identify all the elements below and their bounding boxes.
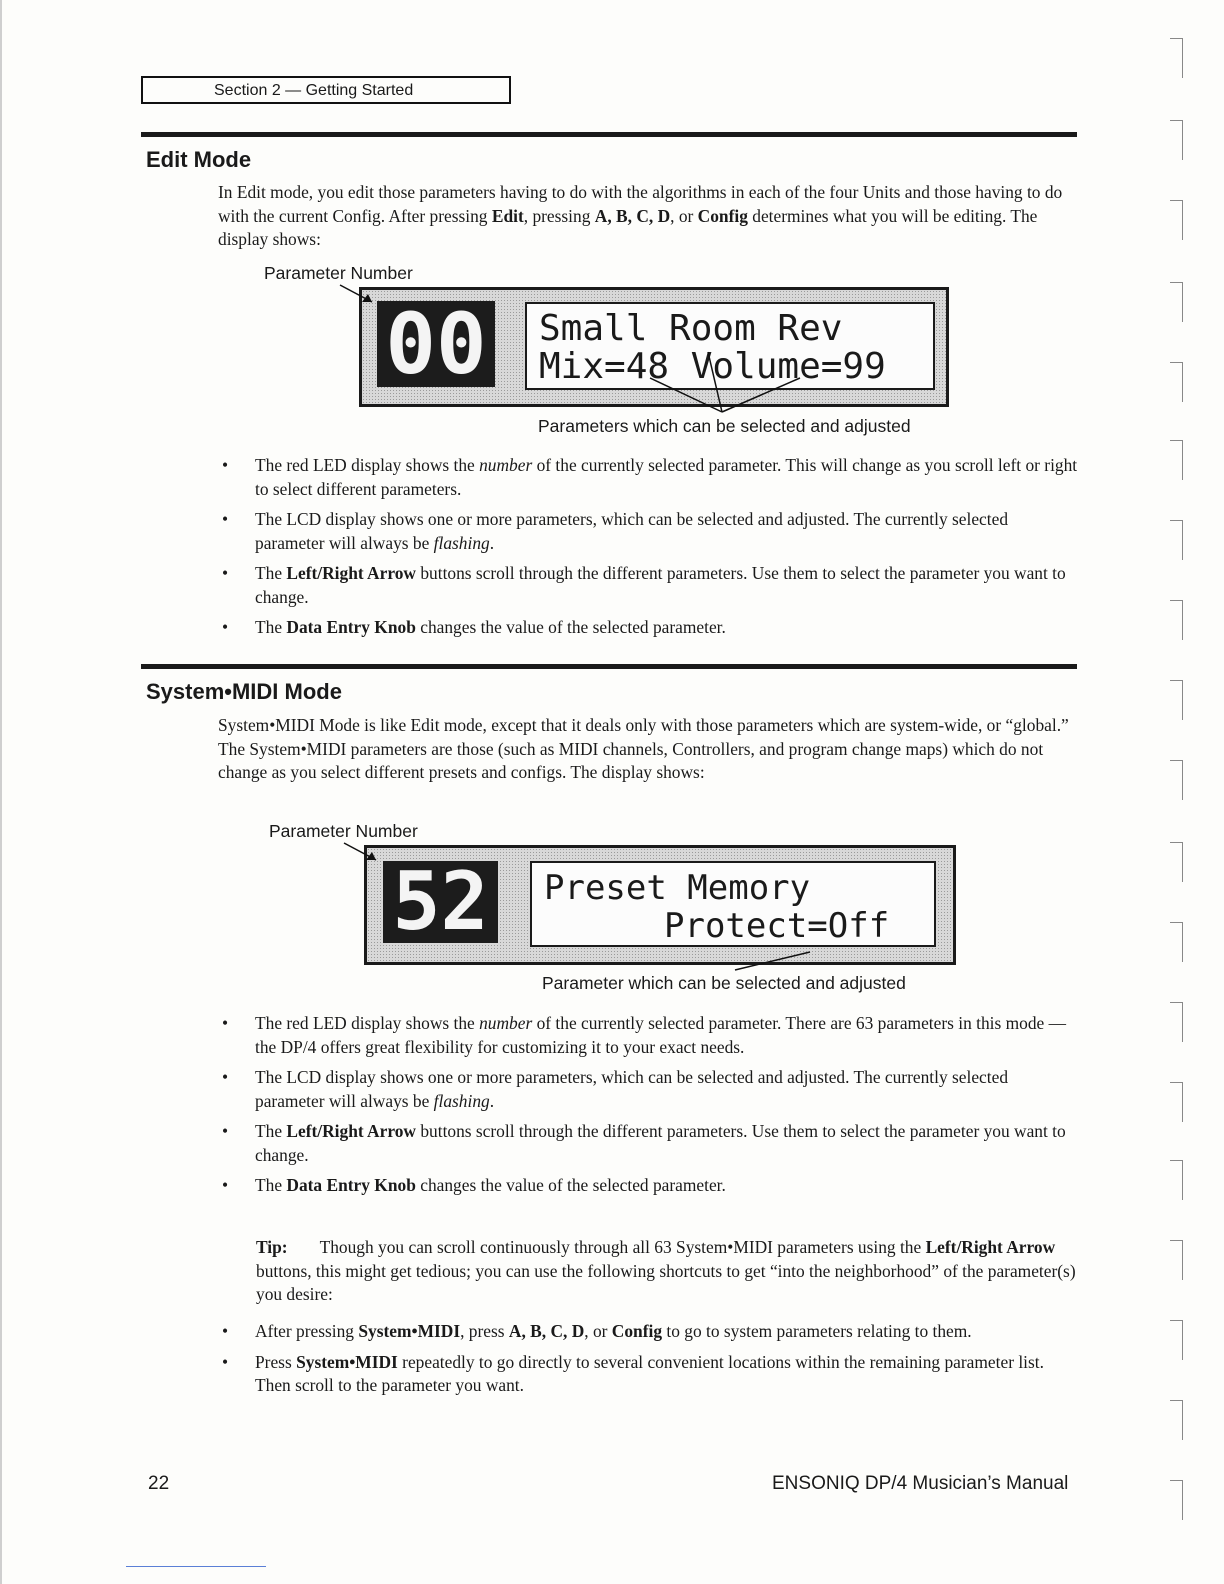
led-display: 52 (383, 861, 498, 943)
list-item: • The Left/Right Arrow buttons scroll through the different parameters. Use them to select the parameter you want to change. (222, 563, 1066, 607)
list-item: • The Data Entry Knob changes the value of the selected parameter. (222, 617, 726, 637)
edit-mode-heading: Edit Mode (146, 147, 252, 172)
section-header-text: Section 2 — Getting Started (214, 82, 414, 99)
lcd-line-2: Protect=Off (664, 906, 890, 946)
system-bullet-list (218, 1012, 1078, 1205)
tip-label: Tip: (256, 1237, 288, 1257)
tip-paragraph: Tip: Though you can scroll continuously through all 63 System•MIDI parameters using the Left/Right Arrow buttons, this might get tedious; you can use the following shortcuts to get “into the neighborhood” of the parameter(s) you desire: (256, 1237, 1076, 1304)
shortcut-bullet-list (218, 1320, 1078, 1405)
param-pointer (735, 952, 810, 970)
manual-title: ENSONIQ DP/4 Musician’s Manual (772, 1473, 1069, 1494)
system-midi-heading: System•MIDI Mode (146, 679, 342, 704)
edit-mode-intro: In Edit mode, you edit those parameters having to do with the algorithms in each of the four Units and those having to do with the current Config. After pressing Edit, pressing A, B, C, D, or Config determines what you will be editing. The display shows: (218, 182, 1063, 249)
lcd-line-1: Preset Memory (544, 868, 811, 908)
scan-artifact-line (126, 1566, 266, 1567)
list-item: • The LCD display shows one or more parameters, which can be selected and adjusted. The currently selected parameter will always be flashing. (222, 1067, 1009, 1111)
system-midi-intro: System•MIDI Mode is like Edit mode, except that it deals only with those parameters which are system-wide, or “global.” The System•MIDI parameters are those (such as MIDI channels, Controllers, and program change maps) which do not change as you select different presets and configs. The display shows: (218, 715, 1069, 782)
list-item: • The Data Entry Knob changes the value of the selected parameter. (222, 1175, 726, 1195)
list-item: • The red LED display shows the number of the currently selected parameter. There are 63 parameters in this mode — the DP/4 offers great flexibility for customizing it to your exact needs. (222, 1013, 1066, 1057)
list-item: • The Left/Right Arrow buttons scroll through the different parameters. Use them to select the parameter you want to change. (222, 1121, 1066, 1165)
list-item: • After pressing System•MIDI, press A, B, C, D, or Config to go to system parameters relating to them. (222, 1321, 972, 1341)
list-item: • The red LED display shows the number of the currently selected parameter. This will change as you scroll left or right to select different parameters. (222, 455, 1078, 499)
lcd-line-2: Mix=48 Volume=99 (539, 346, 886, 387)
led-display: 00 (377, 301, 495, 387)
page-number: 22 (148, 1473, 170, 1494)
list-item: • Press System•MIDI repeatedly to go directly to several convenient locations within the remaining parameter list. Then scroll to the parameter you want. (222, 1351, 1044, 1395)
edit-display-caption: Parameters which can be selected and adjusted (538, 416, 911, 436)
parameter-number-label: Parameter Number (269, 821, 418, 841)
lcd-line-1: Small Room Rev (539, 308, 843, 349)
system-display-caption: Parameter which can be selected and adjusted (542, 973, 906, 993)
page-edge (0, 0, 2, 1584)
list-item: • The LCD display shows one or more parameters, which can be selected and adjusted. The currently selected parameter will always be flashing. (222, 509, 1009, 553)
parameter-number-label: Parameter Number (264, 263, 413, 283)
